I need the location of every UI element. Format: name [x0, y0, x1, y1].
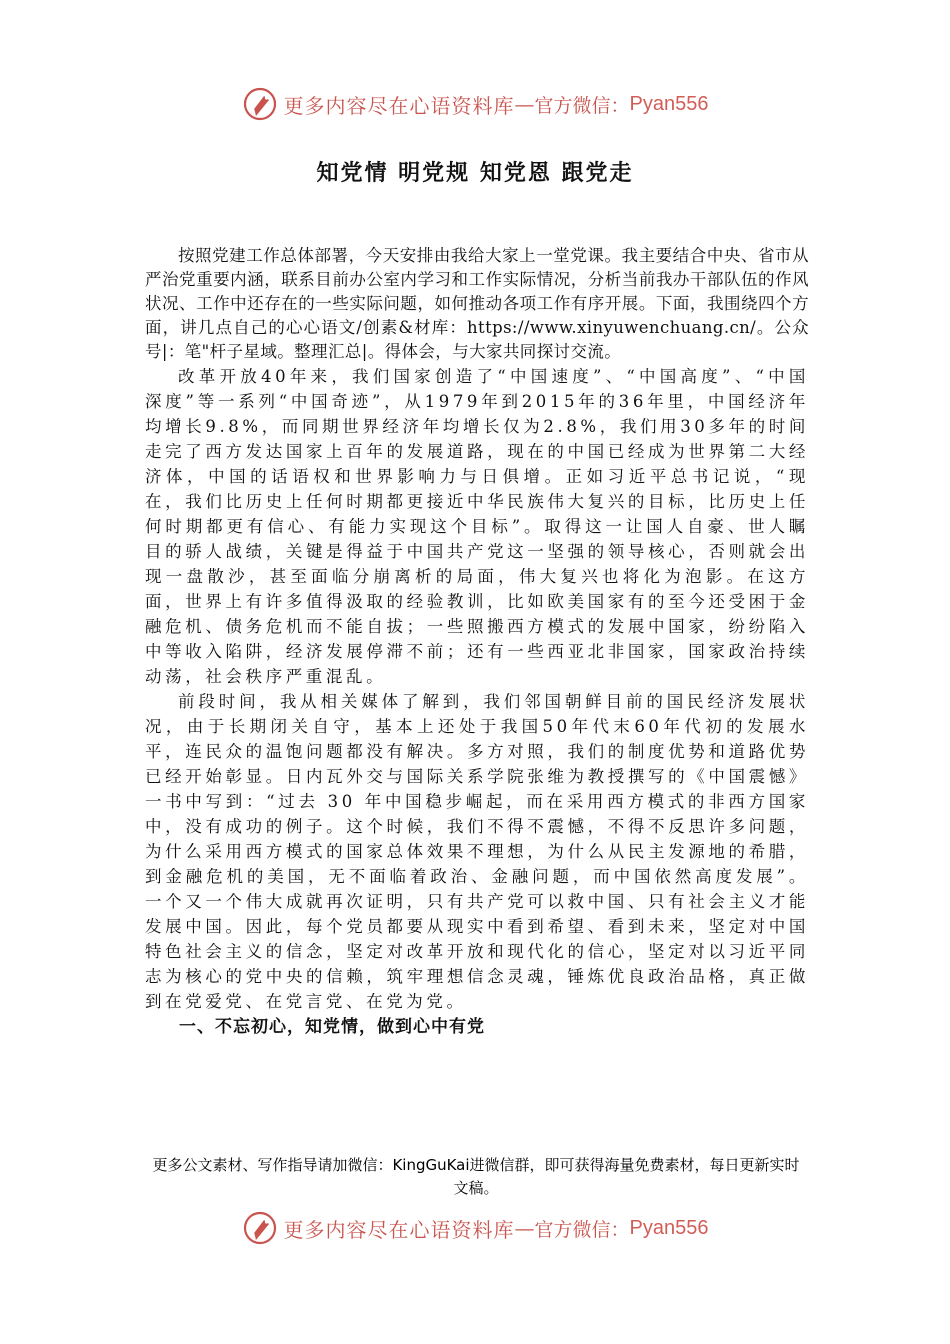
pen-nib-icon	[242, 86, 278, 122]
section-heading: 一、不忘初心，知党情，做到心中有党	[179, 1017, 485, 1037]
paragraph-comparison: 前段时间，我从相关媒体了解到，我们邻国朝鲜目前的国民经济发展状况，由于长期闭关自守，基本上还处于我国50年代末60年代初的发展水平，连民众的温饱问题都没有解决。多方对照，我们的制度优势和道路优势已经开始彰显。日内瓦外交与国际关系学院张维为教授撰写的《中国震憾》一书中写到：“过去 30 年中国稳步崛起，而在采用西方模式的非西方国家中，没有成功的例子。这个时候，我们不得不震憾，不得不反思许多问题，为什么采用西方模式的国家总体效果不理想，为什么从民主发源地的希腊，到金融危机的美国，无不面临着政治、金融问题，而中国依然高度发展”。一个又一个伟大成就再次证明，只有共产党可以救中国、只有社会主义才能发展中国。因此，每个党员都要从现实中看到希望、看到未来，坚定对中国特色社会主义的信念，坚定对改革开放和现代化的信心，坚定对以习近平同志为核心的党中央的信赖，筑牢理想信念灵魂，锤炼优良政治品格，真正做到在党爱党、在党言党、在党为党。	[145, 692, 809, 1011]
footer-watermark-banner	[0, 1208, 950, 1248]
banner-wechat-id: Pyan556	[629, 92, 709, 115]
banner-slogan: 更多内容尽在心语资料库	[283, 93, 515, 118]
document-body	[145, 244, 809, 1040]
banner-separator: —	[514, 92, 535, 116]
paragraph-reform: 改革开放40年来，我们国家创造了“中国速度”、“中国高度”、“中国深度”等一系列“中国奇迹”，从1979年到2015年的36年里，中国经济年均增长9.8%，而同期世界经济年均增长仅为2.8%，我们用30多年的时间走完了西方发达国家上百年的发展道路，现在的中国已经成为世界第二大经济体，中国的话语权和世界影响力与日俱增。正如习近平总书记说，“现在，我们比历史上任何时期都更接近中华民族伟大复兴的目标，比历史上任何时期都更有信心、有能力实现这个目标”。取得这一让国人自豪、世人瞩目的骄人战绩，关键是得益于中国共产党这一坚强的领导核心，否则就会出现一盘散沙，甚至面临分崩离析的局面，伟大复兴也将化为泡影。在这方面，世界上有许多值得汲取的经验教训，比如欧美国家有的至今还受困于金融危机、债务危机而不能自拔；一些照搬西方模式的发展中国家，纷纷陷入中等收入陷阱，经济发展停滞不前；还有一些西亚北非国家，国家政治持续动荡，社会秩序严重混乱。	[145, 367, 809, 686]
banner-slogan: 更多内容尽在心语资料库	[283, 1217, 515, 1242]
banner-separator: —	[514, 1216, 535, 1240]
banner-wechat-label: 官方微信：	[534, 1218, 630, 1241]
footer-note: 更多公文素材、写作指导请加微信：KingGuKai进微信群，即可获得海量免费素材，每日更新实时文稿。	[152, 1156, 800, 1197]
pen-nib-icon	[242, 1210, 278, 1246]
banner-wechat-id: Pyan556	[629, 1216, 709, 1239]
document-title: 知党情 明党规 知党恩 跟党走	[316, 161, 634, 186]
banner-wechat-label: 官方微信：	[534, 94, 630, 117]
header-watermark-banner	[0, 84, 950, 124]
paragraph-intro: 按照党建工作总体部署，今天安排由我给大家上一堂党课。我主要结合中央、省市从严治党重要内涵，联系目前办公室内学习和工作实际情况，分析当前我办干部队伍的作风状况、工作中还存在的一些实际问题，如何推动各项工作有序开展。下面，我围绕四个方面，讲几点自己的心心语文/创素&材库：https://www.xinyuwenchuang.cn/。公众号|：笔"杆子星域。整理汇总|。得体会，与大家共同探讨交流。	[145, 246, 809, 361]
